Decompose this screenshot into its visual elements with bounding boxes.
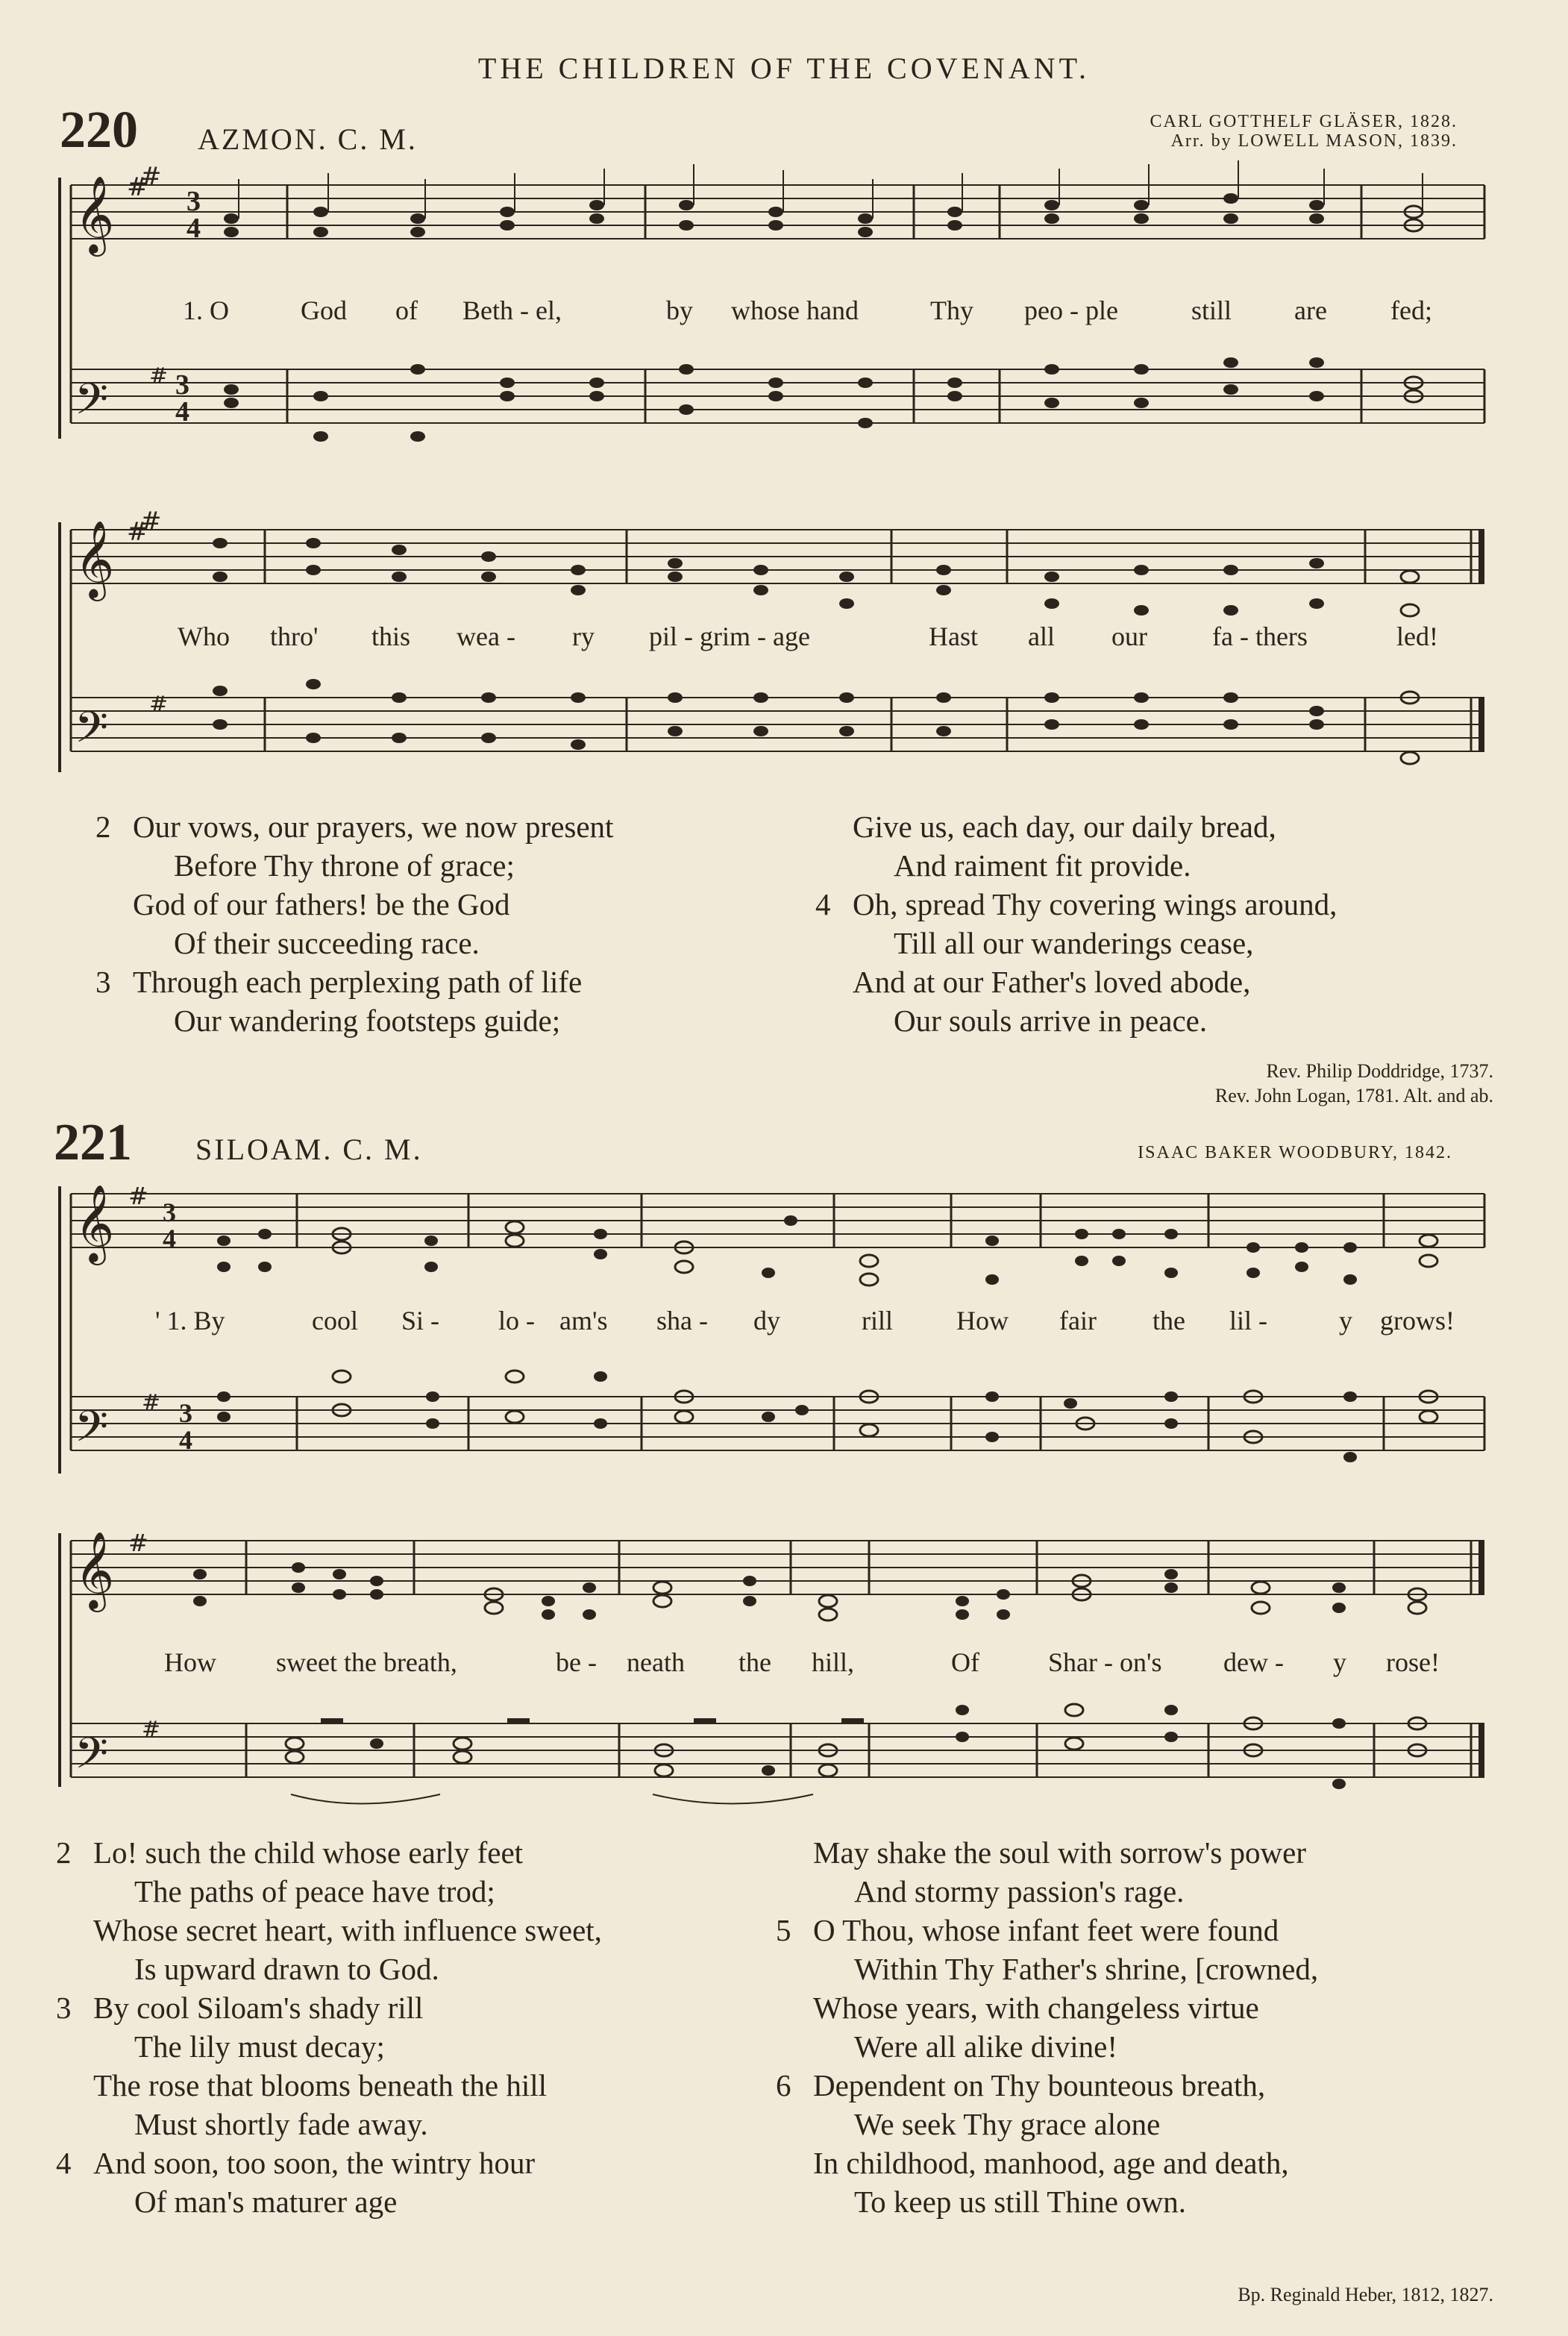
svg-text:𝄞: 𝄞 (75, 520, 115, 598)
lyric-syllable: Thy (930, 295, 973, 325)
lyric-syllable: the (738, 1647, 771, 1677)
verse-text: Oh, spread Thy covering wings around, (853, 887, 1337, 921)
svg-text:𝄢: 𝄢 (75, 702, 109, 763)
verse-line (776, 1950, 1529, 1988)
verse-text: God of our fathers! be the God (133, 887, 510, 921)
author-credit: Bp. Reginald Heber, 1812, 1827. (1238, 2284, 1493, 2305)
lyric-syllable: led! (1396, 621, 1438, 651)
svg-text:#: # (142, 1390, 161, 1416)
svg-text:4: 4 (163, 1224, 176, 1253)
verse-line (56, 2027, 802, 2066)
verse-text: O Thou, whose infant feet were found (813, 1913, 1279, 1947)
lyric-syllable: fair (1059, 1306, 1097, 1335)
verse-text: Lo! such the child whose early feet (93, 1835, 524, 1870)
lyric-syllable: fa - thers (1212, 621, 1308, 651)
verse-text: Of man's maturer age (134, 2185, 398, 2219)
lyric-syllable: of (395, 295, 418, 325)
verse-line (776, 1988, 1529, 2027)
verse-text: Whose years, with changeless virtue (813, 1991, 1259, 2025)
verse-text: Our vows, our prayers, we now present (133, 810, 614, 844)
lyric-syllable: God (301, 295, 347, 325)
lyric-syllable: lil - (1229, 1306, 1267, 1335)
composer-line: CARL GOTTHELF GLÄSER, 1828. (1150, 112, 1458, 131)
lyric-syllable: dy (753, 1306, 780, 1335)
lyric-syllable: whose hand (731, 295, 859, 325)
svg-text:#: # (128, 1529, 148, 1557)
lyric-syllable: y (1333, 1647, 1346, 1677)
verse-text: And stormy passion's rage. (854, 1874, 1185, 1908)
verse-text: Is upward drawn to God. (134, 1952, 439, 1986)
verse-text: Dependent on Thy bounteous breath, (813, 2068, 1266, 2102)
lyric-syllable: dew - (1223, 1647, 1284, 1677)
verse-line (56, 2182, 802, 2221)
lyric-syllable: all (1028, 621, 1055, 651)
hymn-number: 221 (54, 1114, 132, 1171)
lyric-syllable: Beth - el, (462, 295, 562, 325)
lyric-syllable: Hast (929, 621, 978, 651)
svg-text:#: # (149, 692, 169, 718)
svg-text:4: 4 (186, 213, 201, 244)
lyric-syllable: by (666, 295, 693, 325)
lyric-syllable: this (371, 621, 411, 651)
verse-text: Whose secret heart, with influence sweet, (93, 1913, 602, 1947)
lyric-syllable: neath (627, 1647, 685, 1677)
lyric-syllable: still (1191, 295, 1232, 325)
svg-text:4: 4 (179, 1425, 192, 1455)
lyric-syllable: hill, (812, 1647, 855, 1677)
verse-text: The rose that blooms beneath the hill (93, 2068, 548, 2102)
verse-text: The lily must decay; (134, 2029, 385, 2064)
lyric-syllable: rose! (1386, 1647, 1440, 1677)
author-line: Rev. Philip Doddridge, 1737. (1266, 1060, 1493, 1082)
verse-text: Must shortly fade away. (134, 2107, 428, 2141)
verse-text: May shake the soul with sorrow's power (813, 1835, 1307, 1870)
svg-text:#: # (127, 517, 148, 547)
verse-line (776, 1872, 1529, 1911)
verse-line (776, 2144, 1529, 2182)
lyric-syllable: 1. O (183, 295, 229, 325)
verse-number: 4 (56, 2146, 72, 2180)
verse-line (776, 2105, 1529, 2144)
verse-text: Give us, each day, our daily bread, (853, 810, 1276, 844)
verse-number: 5 (776, 1913, 791, 1947)
verse-text: To keep us still Thine own. (854, 2185, 1187, 2219)
svg-text:3: 3 (186, 186, 201, 217)
lyric-syllable: How (164, 1647, 216, 1677)
lyric-syllable: Of (951, 1647, 979, 1677)
svg-text:#: # (142, 1717, 161, 1743)
lyric-syllable: rill (862, 1306, 893, 1335)
lyric-syllable: ry (572, 621, 595, 651)
svg-text:𝄢: 𝄢 (75, 1401, 109, 1462)
verse-line (56, 2066, 802, 2105)
verse-text: We seek Thy grace alone (854, 2107, 1161, 2141)
svg-text:#: # (140, 162, 162, 192)
lyric-syllable: thro' (270, 621, 319, 651)
svg-text:3: 3 (179, 1398, 192, 1428)
svg-text:𝄞: 𝄞 (75, 175, 115, 254)
verse-text: Within Thy Father's shrine, [crowned, (854, 1952, 1319, 1986)
svg-text:3: 3 (163, 1197, 176, 1227)
svg-text:𝄢: 𝄢 (75, 374, 109, 435)
lyric-syllable: Who (178, 621, 230, 651)
verse-text: And at our Father's loved abode, (853, 965, 1251, 999)
verse-line (776, 1911, 1529, 1950)
verse-number: 6 (776, 2068, 791, 2102)
verse-line (776, 2027, 1529, 2066)
lyric-syllable: sha - (656, 1306, 708, 1335)
verse-line (56, 1950, 802, 1988)
svg-text:4: 4 (175, 396, 189, 428)
lyric-syllable: pil - grim - age (649, 621, 810, 651)
verses-right (776, 1833, 1529, 2221)
verse-line (776, 2182, 1529, 2221)
verse-text: Our wandering footsteps guide; (174, 1003, 561, 1038)
verse-number: 3 (56, 1991, 72, 2025)
running-head: THE CHILDREN OF THE COVENANT. (477, 51, 1091, 85)
svg-text:#: # (140, 507, 162, 536)
lyric-syllable: cool (312, 1306, 358, 1335)
verse-line (56, 1872, 802, 1911)
verse-text: In childhood, manhood, age and death, (813, 2146, 1289, 2180)
verse-line (56, 1833, 802, 1872)
verse-line (776, 1833, 1529, 1872)
composer-line: Arr. by LOWELL MASON, 1839. (1170, 131, 1458, 151)
svg-text:#: # (128, 1182, 148, 1210)
verse-text: Of their succeeding race. (174, 926, 480, 960)
lyric-syllable: be - (556, 1647, 597, 1677)
composer-credit: ISAAC BAKER WOODBURY, 1842. (1138, 1143, 1452, 1162)
lyric-syllable: wea - (457, 621, 515, 651)
lyric-syllable: the (1153, 1306, 1185, 1335)
lyric-syllable: y (1339, 1306, 1352, 1335)
verse-text: And soon, too soon, the wintry hour (93, 2146, 536, 2180)
verse-text: By cool Siloam's shady rill (93, 1991, 424, 2025)
verse-text: Our souls arrive in peace. (894, 1003, 1208, 1038)
svg-text:𝄞: 𝄞 (75, 1184, 115, 1262)
svg-text:3: 3 (175, 369, 189, 401)
lyric-syllable: Si - (401, 1306, 440, 1335)
lyric-syllable: How (956, 1306, 1009, 1335)
verse-number: 4 (815, 887, 831, 921)
verse-line (56, 2144, 802, 2182)
verse-line (56, 1911, 802, 1950)
svg-text:#: # (149, 363, 169, 389)
lyric-syllable: grows! (1380, 1306, 1455, 1335)
svg-text:#: # (127, 172, 148, 202)
lyric-syllable: lo - (498, 1306, 535, 1335)
verse-text: Were all alike divine! (854, 2029, 1118, 2064)
svg-text:𝄢: 𝄢 (75, 1728, 109, 1789)
author-line: Rev. John Logan, 1781. Alt. and ab. (1214, 1084, 1493, 1106)
verse-line (56, 2105, 802, 2144)
verses-left (56, 1833, 802, 2221)
lyric-syllable: Shar - on's (1048, 1647, 1162, 1677)
verse-text: Through each perplexing path of life (133, 965, 583, 999)
lyric-syllable: ' 1. By (155, 1306, 225, 1335)
hymn-number: 220 (60, 101, 138, 159)
verse-text: The paths of peace have trod; (134, 1874, 495, 1908)
tune-name: AZMON. C. M. (198, 122, 418, 156)
verse-number: 2 (95, 810, 111, 844)
lyric-syllable: are (1294, 295, 1327, 325)
verse-number: 3 (95, 965, 111, 999)
lyric-syllable: fed; (1390, 295, 1432, 325)
lyric-syllable: am's (559, 1306, 608, 1335)
tune-name: SILOAM. C. M. (195, 1133, 423, 1166)
verse-line (776, 2066, 1529, 2105)
lyric-syllable: our (1111, 621, 1147, 651)
lyric-syllable: sweet the breath, (276, 1647, 457, 1677)
svg-text:𝄞: 𝄞 (75, 1531, 115, 1609)
verse-text: And raiment fit provide. (894, 848, 1191, 883)
verse-text: Before Thy throne of grace; (174, 848, 515, 883)
lyric-syllable: peo - ple (1024, 295, 1118, 325)
verse-number: 2 (56, 1835, 72, 1870)
verse-text: Till all our wanderings cease, (894, 926, 1254, 960)
verse-line (56, 1988, 802, 2027)
